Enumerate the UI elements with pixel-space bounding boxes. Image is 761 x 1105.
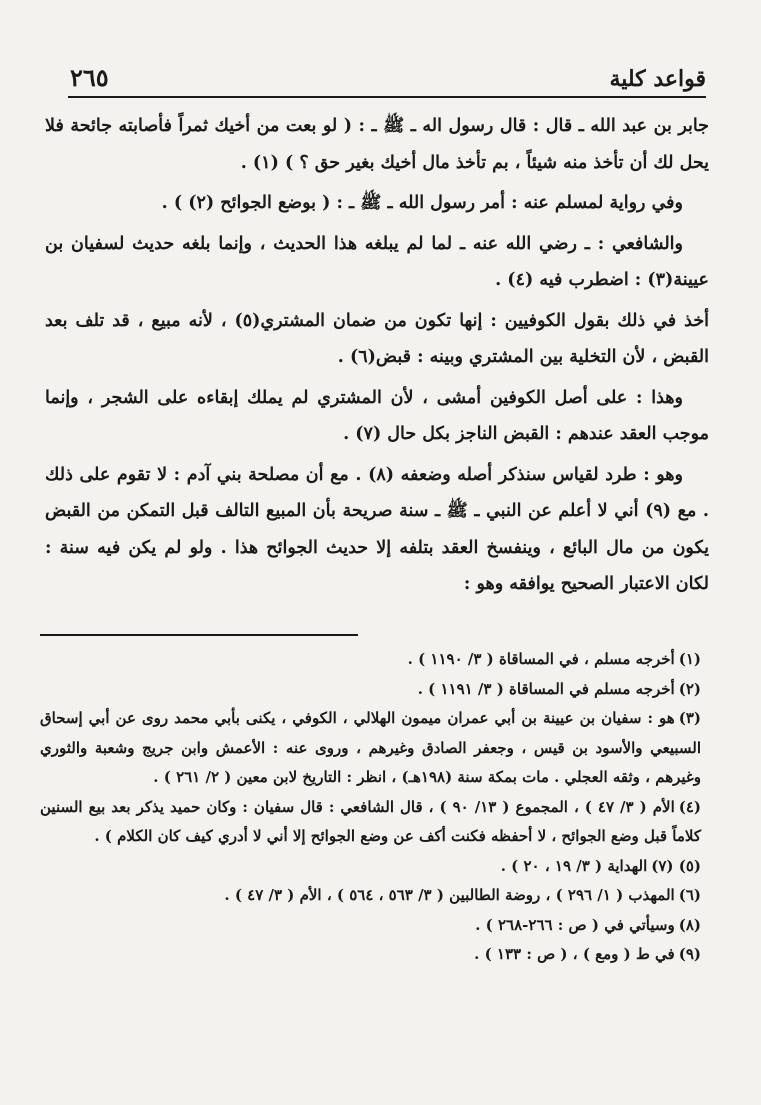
footnote-text: أخرجه مسلم في المساقاة ( ٣/ ١١٩١ ) . bbox=[417, 679, 675, 698]
footnote bbox=[40, 852, 701, 882]
footnote-number: (١) bbox=[678, 650, 701, 668]
footnote-text: الهداية ( ٣/ ١٩ ، ٢٠ ) . bbox=[500, 856, 648, 875]
paragraph: وفي رواية لمسلم عنه : أمر رسول الله ـ ﷺ ـ : ( بوضع الجوائح (٢) ) . bbox=[161, 193, 683, 213]
footnote-text: وسيأتي في ( ص : ٢٦٦-٢٦٨ ) . bbox=[475, 915, 675, 934]
page-header bbox=[70, 52, 706, 92]
footnote-text: أخرجه مسلم ، في المساقاة ( ٣/ ١١٩٠ ) . bbox=[407, 650, 675, 668]
footnote-separator bbox=[40, 634, 358, 636]
footnote-number: (٨) bbox=[678, 915, 701, 934]
running-title: قواعد كلية bbox=[609, 66, 706, 92]
main-text bbox=[45, 108, 709, 607]
paragraph: والشافعي : ـ رضي الله عنه ـ لما لم يبلغه هذا الحديث ، وإنما بلغه حديث لسفيان بن عيينة(٣) : اضطرب فيه (٤) . bbox=[45, 233, 709, 290]
footnote bbox=[40, 675, 701, 705]
paragraph: أخذ في ذلك بقول الكوفيين : إنها تكون من ضمان المشتري(٥) ، لأنه مبيع ، قد تلف بعد القبض ، لأن التخلية بين المشتري وبينه : قبض(٦) . bbox=[45, 310, 710, 367]
footnote-number: (٢) bbox=[678, 679, 701, 698]
paragraph: وهذا : على أصل الكوفين أمشى ، لأن المشتري لم يملك إبقاءه على الشجر ، وإنما موجب العقد عندهم : القبض الناجز بكل حال (٧) . bbox=[45, 387, 709, 444]
footnote bbox=[40, 940, 701, 970]
footnote-number: (٥) (٧) bbox=[651, 856, 701, 875]
footnote-text: هو : سفيان بن عيينة بن أبي عمران ميمون الهلالي ، الكوفي ، يكنى بأبي محمد روى عن أبي إسحاق السبيعي والأسود بن قيس ، وجعفر الصادق وغيرهم ، وروى عنه : الأعمش وابن جريج وشعبة والثوري وغيرهم ، وثقه العجلي . مات بمكة سنة (١٩٨هـ) ، انظر : التاريخ لابن معين ( ٢/ ٢٦١ ) . bbox=[40, 709, 701, 786]
footnote bbox=[40, 645, 701, 675]
footnotes bbox=[40, 645, 701, 970]
footnote-text: في ط ( ومع ) ، ( ص : ١٣٣ ) . bbox=[474, 945, 675, 963]
footnote bbox=[40, 911, 701, 941]
footnote-number: (٩) bbox=[678, 945, 701, 963]
header-rule bbox=[68, 96, 706, 98]
footnote-text: الأم ( ٣/ ٤٧ ) ، المجموع ( ١٣/ ٩٠ ) ، قال الشافعي : قال سفيان : وكان حميد يذكر بعد بيع السنين كلاماً قبل وضع الجوائح ، لا أحفظه فكنت أكف عن وضع الجوائح إلا أني لا أدري كيف كان الكلام ) . bbox=[40, 797, 701, 845]
footnote bbox=[40, 793, 701, 852]
footnote-text: المهذب ( ١/ ٢٩٦ ) ، روضة الطالبين ( ٣/ ٥٦٣ ، ٥٦٤ ) ، الأم ( ٣/ ٤٧ ) . bbox=[224, 886, 675, 904]
paragraph: وهو : طرد لقياس سنذكر أصله وضعفه (٨) . مع أن مصلحة بني آدم : لا تقوم على ذلك . مع (٩) أني لا أعلم عن النبي ـ ﷺ ـ سنة صريحة بأن المبيع التالف قبل التمكن من القبض يكون من مال البائع ، وينفسخ العقد بتلفه إلا حديث الجوائح هذا . ولو لم يكن فيه سنة : لكان الاعتبار الصحيح يوافقه وهو : bbox=[45, 464, 709, 594]
paragraph: جابر بن عبد الله ـ قال : قال رسول اله ـ ﷺ ـ : ( لو بعت من أخيك ثمراً فأصابته جائحة فلا يحل لك أن تأخذ منه شيئاً ، بم تأخذ مال أخيك بغير حق ؟ ) (١) . bbox=[45, 116, 709, 173]
footnote-number: (٣) bbox=[678, 709, 701, 727]
page-number: ٢٦٥ bbox=[70, 63, 109, 92]
footnote bbox=[40, 704, 701, 793]
footnote bbox=[40, 881, 701, 911]
footnote-number: (٤) bbox=[678, 797, 702, 816]
footnote-number: (٦) bbox=[678, 886, 701, 904]
